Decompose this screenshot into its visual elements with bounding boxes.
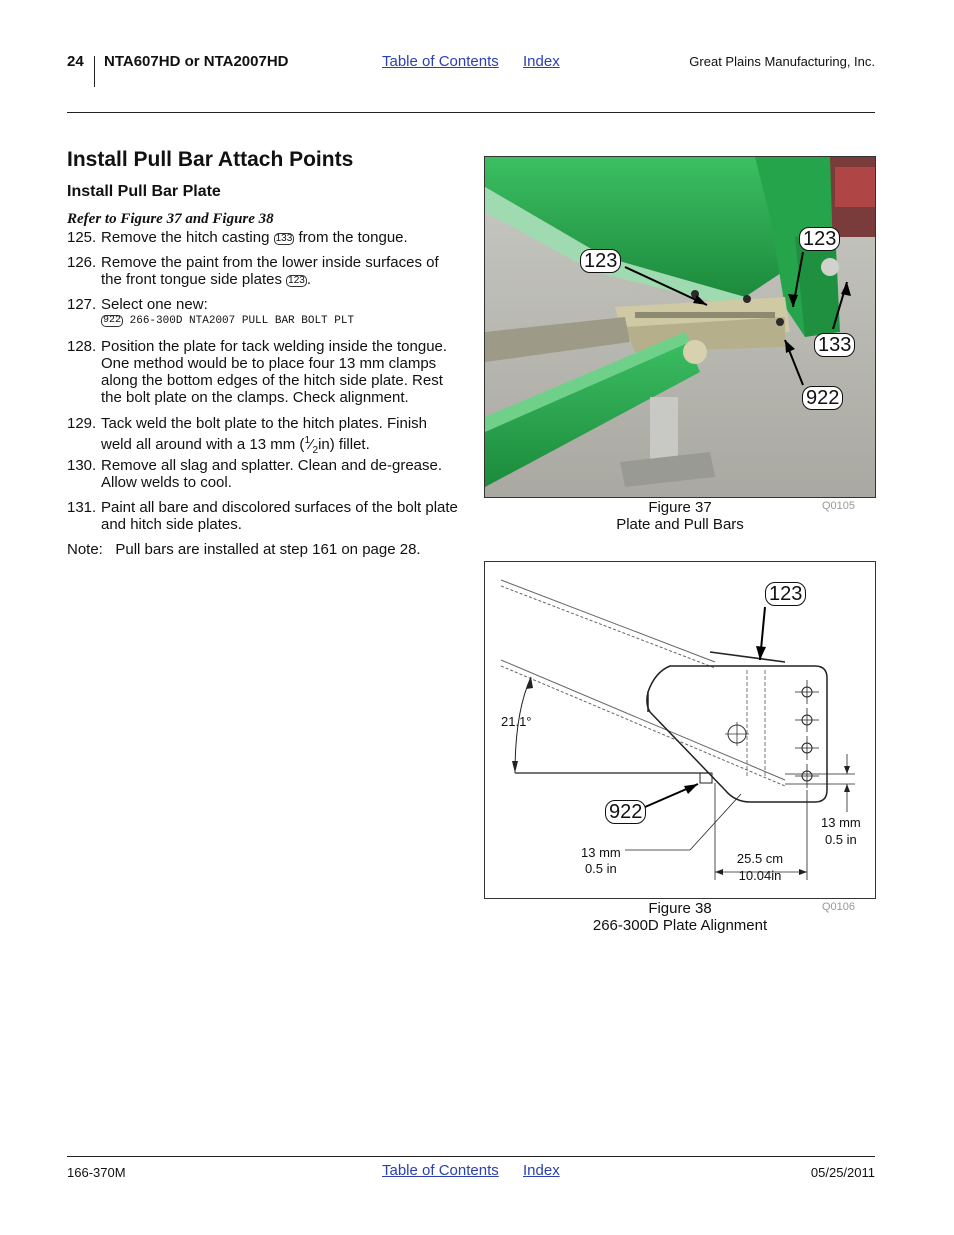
step-126: 126. Remove the paint from the lower inside surfaces of the front tongue side plates 123 . <box>67 254 439 288</box>
header-divider <box>94 56 95 87</box>
figure-37-photo <box>484 156 876 498</box>
footer-rule <box>67 1156 875 1157</box>
figure-37-code: Q0105 <box>822 500 856 512</box>
ref-badge: 922 <box>103 315 122 326</box>
figure-38-caption: Figure 38 266-300D Plate Alignment <box>592 900 768 934</box>
fig38-dim-width: 25.5 cm 10.04in <box>736 851 784 883</box>
ref-badge: 123 <box>288 275 305 286</box>
footer-doc-number: 166-370M <box>67 1165 126 1180</box>
footer-toc-link[interactable]: Table of Contents <box>382 1162 499 1179</box>
figure-37-illustration <box>485 157 875 497</box>
fig38-callout-123: 123 <box>765 582 806 606</box>
fig38-dim-left: 13 mm 0.5 in <box>581 845 621 876</box>
note-text: Pull bars are installed at step 161 on page 28. <box>115 541 421 558</box>
header-page-number: 24 <box>67 53 84 70</box>
ref-badge: 133 <box>275 233 293 244</box>
header-rule <box>67 112 875 113</box>
figure-38-diagram <box>484 561 876 899</box>
step-128: 128. Position the plate for tack welding inside the tongue. One method would be to place four 13 mm clamps along the bottom edges of the hitch side plate. Rest the bolt plate on the clamps. Check alignment. <box>67 338 448 406</box>
figure-38-code: Q0106 <box>822 901 856 913</box>
section-subtitle: Install Pull Bar Plate <box>67 183 221 200</box>
section-title: Install Pull Bar Attach Points <box>67 148 354 171</box>
figure-38-drawing <box>485 562 875 898</box>
step-131: 131. Paint all bare and discolored surfaces of the bolt plate and hitch side plates. <box>67 499 458 533</box>
note <box>67 541 421 558</box>
refer-line: Refer to Figure 37 and Figure 38 <box>67 211 274 227</box>
callout-123-left: 123 <box>580 249 621 273</box>
step-130: 130. Remove all slag and splatter. Clean and de-grease. Allow welds to cool. <box>67 457 443 491</box>
step-127: 127. Select one new: <box>67 296 208 313</box>
footer-date: 05/25/2011 <box>810 1165 875 1180</box>
fig38-dim-right: 13 mm 0.5 in <box>821 815 861 847</box>
fig38-angle-label: 21.1° <box>501 714 532 729</box>
fig38-callout-922: 922 <box>605 800 646 824</box>
callout-922: 922 <box>802 386 843 410</box>
step-125: 125. Remove the hitch casting 133 from the tongue. <box>67 229 408 246</box>
note-label: Note: <box>67 541 103 558</box>
figure-37-caption: Figure 37 Plate and Pull Bars <box>616 499 744 533</box>
part-number: 266-300D NTA2007 PULL BAR BOLT PLT <box>129 315 355 327</box>
header-index-link[interactable]: Index <box>523 53 560 70</box>
step-129: 129. Tack weld the bolt plate to the hitch plates. Finish weld all around with a 13 mm $(^1⁄_2in)$ fillet. <box>67 415 428 456</box>
callout-123-right: 123 <box>799 227 840 251</box>
header-model: NTA607HD or NTA2007HD <box>104 53 289 70</box>
header-toc-link[interactable]: Table of Contents <box>382 53 499 70</box>
footer-index-link[interactable]: Index <box>523 1162 560 1179</box>
header-company: Great Plains Manufacturing, Inc. <box>689 54 875 69</box>
part-line <box>101 315 354 327</box>
callout-133: 133 <box>814 333 855 357</box>
